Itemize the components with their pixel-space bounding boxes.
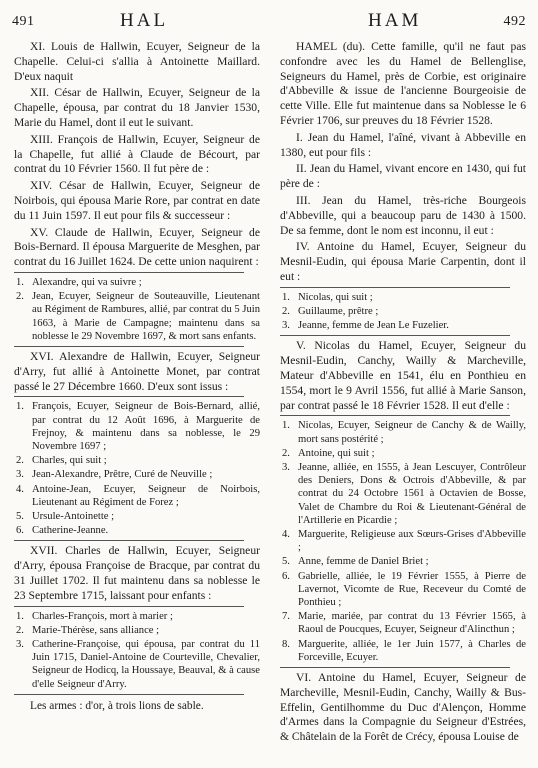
page-number-left: 491 (12, 14, 35, 29)
entry-xiii: XIII. François de Hallwin, Ecuyer, Seigneur de la Chapelle, fut allié à Claude de Bécourt, par contrat du 10 Février 1560. Il fut père de : (14, 132, 260, 176)
list-item: 4. Antoine-Jean, Ecuyer, Seigneur de Noirbois, Lieutenant au Régiment de Forez ; (16, 483, 260, 508)
entry-iv: IV. Antoine du Hamel, Ecuyer, Seigneur du Mesnil-Eudin, qui épousa Marie Carpentin, dont il eut : (280, 240, 526, 283)
list-item: 3. Jean-Alexandre, Prêtre, Curé de Neuville ; (16, 469, 213, 481)
entry-xiv: XIV. César de Hallwin, Ecuyer, Seigneur de Noirbois, qui épousa Marie Rore, par contrat en date du 11 Juin 1597. Il eut pour fils & successeur : (14, 179, 260, 222)
list-item: 7. Marie, mariée, par contrat du 13 Février 1565, à Raoul de Poucques, Ecuyer, Seigneur d'Alincthun ; (282, 611, 526, 636)
divider (14, 396, 244, 397)
children-list-v (282, 419, 526, 664)
coat-of-arms-text: Les armes : d'or, à trois lions de sable. (30, 699, 204, 712)
list-item: 2. Charles, qui suit ; (16, 455, 107, 467)
page-number-right: 492 (503, 14, 526, 29)
list-item: 6. Catherine-Jeanne. (16, 525, 109, 537)
entry-vi: VI. Antoine du Hamel, Ecuyer, Seigneur de Marcheville, Mesnil-Eudin, Canchy, Wailly & Bus-Effelin, Gentilhomme du Duc d'Alençon, Homme d'Armes dans la Compagnie du Seigneur d'Estrées, & Châtelain de la Forêt de Crécy, épousa Louise de (280, 671, 526, 744)
list-item: 1. François, Ecuyer, Seigneur de Bois-Bernard, allié, par contrat du 12 Août 1696, à Marguerite de Frejnoy, & maintenu dans sa noblesse, le 29 Novembre 1697 ; (16, 401, 260, 452)
list-item: 2. Marie-Thérèse, sans alliance ; (16, 624, 160, 636)
entry-iii: III. Jean du Hamel, très-riche Bourgeois d'Abbeville, qui a beaucoup paru de 1430 à 1500. De sa femme, dont le nom est inconnu, il eut : (280, 193, 526, 237)
entry-xii: XII. César de Hallwin, Ecuyer, Seigneur de la Chapelle, épousa, par contrat du 18 Janvier 1530, Marie du Hamel, dont il eut le suivant. (14, 86, 260, 129)
divider (280, 667, 510, 668)
entry-xvii: XVII. Charles de Hallwin, Ecuyer, Seigneur d'Arry, épousa Françoise de Bracque, par contrat du 31 Juillet 1702. Il fut maintenu dans sa noblesse le 23 Septembre 1715, laissant pour enfants : (14, 544, 260, 602)
list-item: 5. Anne, femme de Daniel Briet ; (282, 556, 429, 568)
list-item: 8. Marguerite, alliée, le 1er Juin 1577, à Charles de Forceville, Ecuyer. (282, 638, 526, 663)
entry-xv: XV. Claude de Hallwin, Ecuyer, Seigneur de Bois-Bernard. Il épousa Marguerite de Mesghen, par contrat du 16 Juillet 1624. De cette union naquirent : (14, 225, 260, 269)
list-item: 2. Guillaume, prêtre ; (282, 305, 379, 317)
list-item: 4. Marguerite, Religieuse aux Sœurs-Grises d'Abbeville ; (282, 528, 526, 554)
divider (280, 415, 510, 416)
list-item: 2. Jean, Ecuyer, Seigneur de Souteauville, Lieutenant au Régiment de Rambures, allié, par contrat du 5 Juin 1663, à Marie de Campagne; maintenu dans sa noblesse le 29 Novembre 1697, & mort sans enfants. (16, 291, 260, 342)
left-column (14, 40, 260, 762)
list-item: 1. Alexandre, qui va suivre ; (16, 276, 142, 288)
running-title-right: HAM (368, 10, 422, 31)
list-item: 3. Jeanne, femme de Jean Le Fuzelier. (282, 320, 449, 332)
list-item: 2. Antoine, qui suit ; (282, 447, 375, 459)
page-header (0, 8, 538, 36)
children-list-xvi (16, 400, 260, 537)
list-item: 3. Jeanne, alliée, en 1555, à Jean Lescuyer, Contrôleur des Deniers, Dons & Octrois d'Abbeville, & par contrat du 24 Octobre 1561 à Octavien de Bosse, Valet de Chambre du Roi & Lieutenant-Général de l'Artillerie en Picardie ; (282, 461, 526, 526)
entry-xvi: XVI. Alexandre de Hallwin, Ecuyer, Seigneur d'Arry, fut allié à Antoinette Monet, par contrat passé le 27 Décembre 1660. D'eux sont issus : (14, 349, 260, 393)
divider (280, 335, 510, 336)
divider (14, 694, 244, 695)
divider (14, 346, 244, 347)
entry-hamel-intro: HAMEL (du). Cette famille, qu'il ne faut pas confondre avec les du Hamel de Bellenglise, Seigneurs du Hamel, près de Corbie, est originaire d'Abbeville & issue de l'ancienne Bourgeoisie de cette Ville. Elle fut maintenue dans sa Noblesse le 6 Février 1706, sur preuves du 18 Février 1528. (280, 40, 526, 127)
entry-i: I. Jean du Hamel, l'aîné, vivant à Abbeville en 1380, eut pour fils : (280, 130, 526, 159)
list-item: 1. Charles-François, mort à marier ; (16, 610, 173, 622)
list-item: 5. Ursule-Antoinette ; (16, 510, 115, 522)
list-item: 3. Catherine-Françoise, qui épousa, par contrat du 11 Juin 1715, Daniel-Antoine de Courteville, Chevalier, Seigneur de Hodicq, la Houssaye, Beauval, & à cause d'elle Seigneur d'Arry. (16, 638, 260, 690)
entry-ii: II. Jean du Hamel, vivant encore en 1430, qui fut père de : (280, 162, 526, 191)
list-item: 6. Gabrielle, alliée, le 19 Février 1555, à Pierre de Lavernot, Vicomte de Rue, Receveur du Comté de Ponthieu ; (282, 570, 526, 608)
entry-v: V. Nicolas du Hamel, Ecuyer, Seigneur du Mesnil-Eudin, Canchy, Wailly & Marcheville, Mateur d'Abbeville en 1541, élu en Ponthieu en 1554, mort le 9 Avril 1556, fut allié à Marie Sanson, par contrat passé le 18 Février 1528. Il eut d'elle : (280, 339, 526, 412)
running-title-left: HAL (120, 10, 169, 31)
divider (14, 606, 244, 607)
children-list-xv (16, 276, 260, 343)
entry-xi: XI. Louis de Hallwin, Ecuyer, Seigneur de la Chapelle. Celui-ci s'allia à Antoinette Maillard. D'eux naquit (14, 40, 260, 83)
children-list-xvii (16, 610, 260, 691)
right-column (280, 40, 526, 762)
list-item: 1. Nicolas, qui suit ; (282, 291, 373, 303)
list-item: 1. Nicolas, Ecuyer, Seigneur de Canchy & de Wailly, mort sans postérité ; (282, 420, 526, 445)
divider (14, 540, 244, 541)
divider (14, 272, 244, 273)
children-list-iv (282, 291, 526, 333)
divider (280, 287, 510, 288)
